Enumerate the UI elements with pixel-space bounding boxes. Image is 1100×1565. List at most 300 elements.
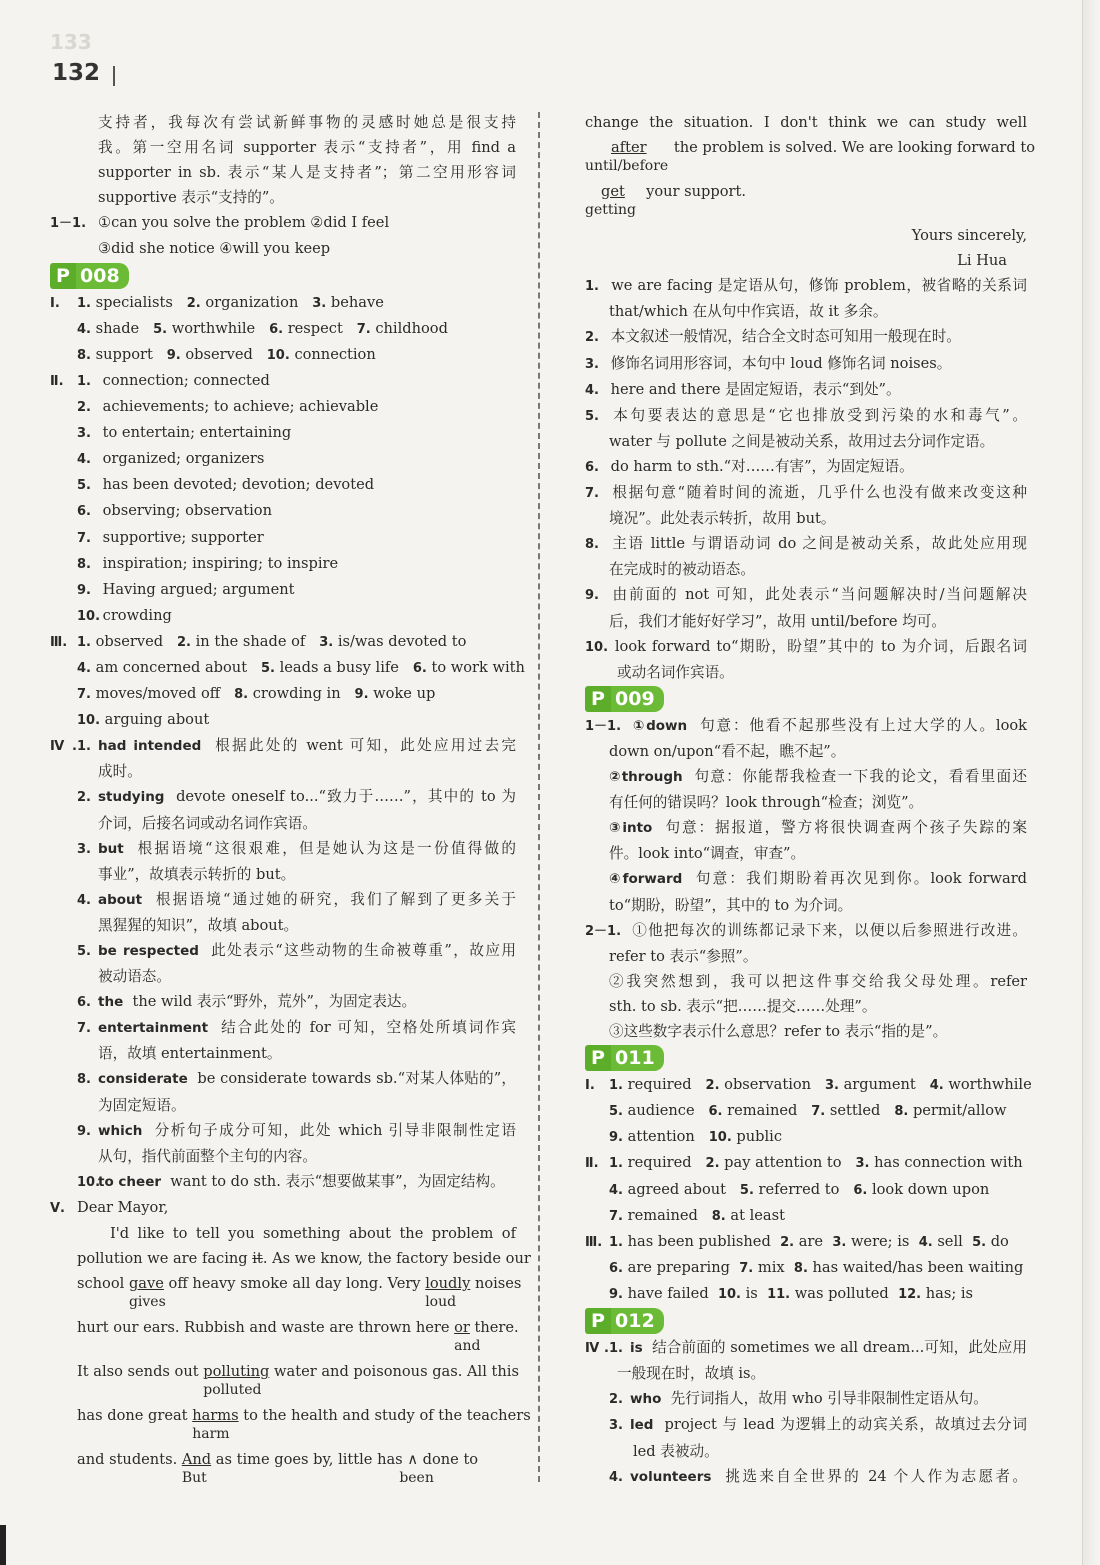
section-label: Ⅲ.	[50, 634, 68, 650]
p009-item: ③这些数字表示什么意思？refer to 表示“指的是”。	[609, 1023, 948, 1040]
section-2-item	[50, 603, 516, 629]
explanation: want to do sth. 表示“想要做某事”，为固定结构。	[170, 1172, 505, 1190]
item-number: 10.	[266, 347, 290, 363]
item-number: 1－1.	[50, 216, 87, 232]
r2-row	[585, 1150, 1027, 1176]
corrected-word: until/before	[585, 158, 669, 175]
item-number: 6.	[77, 995, 91, 1011]
note-item	[585, 273, 1027, 299]
answer-word: studying	[98, 789, 165, 806]
item-number: 1.	[77, 295, 91, 311]
correction	[585, 179, 637, 219]
original-word: polluting	[203, 1363, 270, 1381]
text: at least	[730, 1206, 785, 1224]
text: is	[745, 1284, 758, 1302]
text: 2.	[705, 1156, 720, 1172]
explanation-cont: 为固定短语。	[98, 1096, 186, 1114]
explanation: 根据语境“这很艰难，但是她认为这是一份值得做的	[137, 839, 517, 857]
answer-text: moves/moved off	[95, 685, 221, 703]
text: 挑选来自全世界的 24 个人作为志愿者。	[725, 1467, 1027, 1485]
page-number-divider	[113, 66, 115, 86]
p009-cont: 有任何的错误吗？look through“检查；浏览”。	[609, 794, 924, 812]
item-number: 1.	[77, 634, 91, 650]
item-number: 4.	[77, 452, 91, 468]
section-4-item	[50, 836, 516, 862]
note-item	[585, 634, 1027, 660]
explanation: 根据语境“通过她的研究，我们了解到了更多关于	[155, 890, 516, 908]
answer-text: support	[95, 345, 153, 363]
answer-word: led	[630, 1417, 654, 1434]
section-label: Ⅰ.	[585, 1078, 595, 1094]
text: as time goes by, little has	[215, 1451, 403, 1469]
p009-item	[585, 815, 1027, 841]
answer-text: organization	[205, 293, 299, 311]
corrected-word: and	[454, 1338, 481, 1355]
text: and students.	[77, 1451, 178, 1469]
text: permit/allow	[912, 1102, 1007, 1120]
original-word: gave	[128, 1275, 164, 1293]
p009-item	[585, 713, 1027, 739]
text: public	[736, 1128, 782, 1146]
p009-item	[585, 918, 1027, 944]
text: It also sends out	[77, 1363, 199, 1381]
text: we are facing 是定语从句，修饰 problem，被省略的关系词	[611, 277, 1028, 295]
section-2-item	[50, 420, 516, 446]
item-number: 3.	[319, 634, 334, 650]
correction	[128, 1271, 166, 1311]
text: 5.	[739, 1182, 754, 1198]
note-item	[585, 454, 1027, 480]
text: here and there 是固定短语，表示“到处”。	[610, 380, 901, 398]
answer-text: specialists	[95, 293, 173, 311]
text: 由前面的 not 可知，此处表示“当问题解决时/当问题解决	[612, 586, 1027, 604]
section-2-item	[50, 472, 516, 498]
section-3-row	[50, 681, 516, 707]
explanation: 根据此处的 went 可知，此处应用过去完	[215, 737, 517, 755]
item-number: 9.	[77, 582, 91, 598]
answer-word: considerate	[98, 1071, 188, 1088]
explanation: devote oneself to...“致力于……”，其中的 to 为	[176, 788, 516, 806]
text: school	[77, 1275, 125, 1293]
text: . As we know, the factory beside our	[262, 1250, 531, 1268]
note-cont: 后，我们才能好好学习”，故用 until/before 均可。	[609, 612, 946, 630]
text: have failed	[627, 1284, 709, 1302]
item-number: 9.	[354, 687, 369, 703]
answer-text: worthwhile	[171, 319, 256, 337]
item-number: 7.	[77, 530, 91, 546]
badge-number: 009	[611, 686, 664, 712]
section-2-item	[50, 394, 516, 420]
text: audience	[627, 1102, 695, 1120]
item-number: 7.	[585, 486, 599, 502]
original-word: harms	[192, 1407, 239, 1425]
text: 3.	[855, 1156, 870, 1172]
item-number: 2.	[186, 295, 201, 311]
section-1-row	[50, 290, 516, 316]
letter-line: change the situation. I don't think we can study well	[585, 114, 1027, 131]
p009-cont: refer to 表示“参照”。	[609, 947, 758, 965]
r4-cont: 一般现在时，故填 is。	[617, 1365, 766, 1383]
item-number: 2.	[77, 790, 91, 806]
section-4-item	[50, 887, 516, 913]
answer-text: observed	[95, 632, 164, 650]
text: attention	[627, 1128, 695, 1146]
note-cont: water 与 pollute 之间是被动关系，故用过去分词作定语。	[609, 432, 995, 450]
item-number: 9.	[77, 1123, 91, 1139]
letter-line	[585, 179, 1027, 223]
text: 6.	[708, 1104, 723, 1120]
item-number: 2.	[77, 400, 91, 416]
section-label: Ⅳ.	[50, 739, 77, 755]
text: pay attention to	[724, 1154, 842, 1172]
answer-text: ①can you solve the problem ②did I feel	[98, 214, 390, 232]
text: 2.	[705, 1078, 720, 1094]
text: were; is	[850, 1232, 910, 1250]
text: sell	[937, 1232, 963, 1250]
text: 4.	[609, 1469, 623, 1485]
text: 修饰名词用形容词，本句中 loud 修饰名词 noises。	[610, 354, 952, 372]
text: required	[627, 1154, 692, 1172]
p009-item	[585, 866, 1027, 892]
answer-text: connection; connected	[102, 371, 270, 389]
item-number: 4.	[77, 660, 91, 676]
text: 5.	[609, 1104, 623, 1120]
section-4-item	[50, 733, 516, 759]
text: worthwhile	[948, 1076, 1032, 1094]
item-number: 2－1.	[585, 923, 622, 939]
section-2-item	[50, 446, 516, 472]
answer-text: Having argued; argument	[102, 580, 295, 598]
correction	[203, 1359, 270, 1399]
answer-word: is	[630, 1340, 643, 1357]
item-number: 3.	[312, 295, 327, 311]
letter-closing: Yours sincerely,	[911, 227, 1027, 245]
text: are preparing	[627, 1258, 730, 1276]
original-word: or	[454, 1319, 470, 1337]
r2-row	[585, 1203, 1027, 1229]
item-number: 6.	[77, 504, 91, 520]
corrected-word: But	[181, 1470, 207, 1487]
page-badge-008	[50, 263, 129, 289]
letter-signature: Li Hua	[957, 252, 1007, 270]
text: 句意：你能帮我检查一下我的论文，看看里面还	[694, 768, 1028, 786]
r3-row	[585, 1229, 1027, 1255]
section-label: Ⅲ.	[585, 1234, 603, 1250]
item-number: 8.	[234, 687, 249, 703]
text: 1.	[609, 1341, 623, 1357]
text: argument	[843, 1076, 916, 1094]
explanation-cont: 黑猩猩的知识”，故填 about。	[98, 916, 299, 934]
text: your support.	[646, 183, 747, 201]
item-number: 3.	[77, 426, 91, 442]
text: 7.	[811, 1104, 826, 1120]
text: 2.	[609, 1392, 623, 1408]
section-label: Ⅰ.	[50, 295, 60, 311]
text: 7.	[739, 1260, 754, 1276]
text: are	[798, 1232, 824, 1250]
text: observation	[724, 1076, 812, 1094]
explanation: the wild 表示“野外，荒外”，为固定表达。	[132, 993, 417, 1011]
note-cont: that/which 在从句中作宾语，故 it 多余。	[609, 303, 888, 321]
text: water and poisonous gas. All this	[274, 1363, 519, 1381]
text: 2.	[780, 1234, 795, 1250]
section-label: Ⅱ.	[585, 1156, 599, 1172]
item-number: 4.	[585, 382, 599, 398]
r1-row	[585, 1098, 1027, 1124]
note-cont: 或动名词作宾语。	[617, 663, 734, 681]
answer-text: organized; organizers	[102, 450, 265, 468]
text: the problem is solved. We are looking forward to	[673, 139, 1036, 157]
text: 句意：他看不起那些没有上过大学的人。look	[700, 716, 1028, 734]
badge-number: 011	[611, 1045, 664, 1071]
item-number: 6.	[585, 459, 599, 475]
answer-word: but	[98, 840, 124, 857]
text: 12.	[898, 1286, 922, 1302]
explanation: 分析句子成分可知，此处 which 引导非限制性定语	[154, 1121, 516, 1139]
answer-text: inspiration; inspiring; to inspire	[102, 554, 339, 572]
badge-p: P	[585, 686, 611, 712]
item-number: 10.	[585, 639, 609, 655]
page-badge-009	[585, 686, 664, 712]
note-item	[585, 480, 1027, 506]
item-number: 7.	[77, 1021, 91, 1037]
text: has; is	[925, 1284, 974, 1302]
badge-number: 008	[76, 263, 129, 289]
text: settled	[829, 1102, 881, 1120]
binding-mark	[0, 1525, 6, 1565]
text: 句意：我们期盼着再次见到你。look forward	[695, 870, 1028, 888]
letter-line	[50, 1403, 531, 1447]
answer-text: is/was devoted to	[337, 632, 467, 650]
text: 6.	[853, 1182, 868, 1198]
intro-line: 支持者，我每次有尝试新鲜事物的灵感时她总是很支持	[98, 114, 516, 131]
answer-text: arguing about	[104, 711, 210, 729]
corrected-word: harm	[192, 1426, 230, 1443]
letter-line	[50, 1359, 519, 1403]
explanation: 结合此处的 for 可知，空格处所填词作宾	[221, 1019, 516, 1037]
item-number: 1.	[585, 279, 599, 295]
badge-p: P	[50, 263, 76, 289]
text: 5.	[972, 1234, 987, 1250]
answer-text: connection	[294, 345, 376, 363]
answer-word: ④forward	[609, 871, 683, 888]
explanation-cont: 成时。	[98, 763, 142, 781]
explanation: 此处表示“这些动物的生命被尊重”，故应用	[211, 942, 516, 959]
section-4-item	[50, 1169, 516, 1195]
note-item	[585, 403, 1027, 429]
text: 主语 little 与谓语动词 do 之间是被动关系，故此处应用现	[612, 535, 1028, 553]
item-number: 2.	[177, 634, 191, 650]
item-number: 6.	[269, 321, 284, 337]
right-column	[585, 110, 1036, 1490]
answer-word: had intended	[98, 738, 202, 755]
text: off heavy smoke all day long. Very	[168, 1275, 421, 1293]
text: 结合前面的 sometimes we all dream...可知，此处应用	[652, 1339, 1027, 1357]
text: has connection with	[874, 1154, 1023, 1172]
page-badge-011	[585, 1045, 664, 1071]
text: 8.	[711, 1208, 726, 1224]
section-3-row	[50, 655, 525, 681]
text: look forward to“期盼，盼望”其中的 to 为介词，后跟名词	[614, 637, 1027, 655]
answer-text: to work with	[431, 658, 525, 676]
answer-1-1	[50, 210, 516, 236]
item-number: 10.	[77, 713, 101, 729]
text: agreed about	[627, 1180, 726, 1198]
item-number: 2.	[585, 330, 599, 346]
r1-row	[585, 1124, 1027, 1150]
text: mix	[757, 1258, 785, 1276]
item-number: 10.	[77, 1174, 101, 1190]
item-number: 8.	[585, 537, 599, 553]
section-1-row	[50, 342, 516, 368]
item-number: 8.	[77, 347, 91, 363]
answer-text: leads a busy life	[279, 658, 399, 676]
answer-text: crowding	[102, 606, 172, 624]
badge-p: P	[585, 1045, 611, 1071]
note-item	[585, 351, 1027, 377]
correction	[454, 1315, 481, 1355]
text: has waited/has been waiting	[812, 1258, 1024, 1276]
item-number: 5.	[77, 944, 91, 959]
item-number: 3.	[585, 356, 599, 372]
item-number: 8.	[77, 1072, 91, 1088]
text: 10.	[708, 1130, 732, 1146]
r3-row	[585, 1281, 1027, 1307]
text: pollution we are facing	[77, 1250, 248, 1268]
answer-text: respect	[287, 319, 343, 337]
original-word: get	[601, 183, 625, 201]
answer-text: to entertain; entertaining	[102, 424, 292, 442]
text: 10.	[717, 1286, 741, 1302]
text: 4.	[609, 1182, 623, 1198]
answer-word: to cheer	[98, 1173, 162, 1190]
section-label: Ⅳ.	[585, 1341, 609, 1357]
text: has done great	[77, 1407, 188, 1425]
r4-item	[585, 1412, 1027, 1438]
text: remained	[627, 1206, 698, 1224]
explanation-cont: 语，故填 entertainment。	[98, 1045, 282, 1063]
note-item	[585, 377, 1027, 403]
answer-word: be respected	[98, 943, 199, 959]
item-number: 5.	[585, 408, 599, 424]
note-cont: 在完成时的被动语态。	[609, 561, 755, 579]
explanation: be considerate towards sb.“对某人体贴的”，	[197, 1070, 516, 1088]
intro-line: 我。第一空用名词 supporter 表示“支持者”，用 find a	[98, 139, 516, 157]
answer-text: shade	[95, 319, 140, 337]
section-2-item	[50, 525, 516, 551]
answer-text: has been devoted; devotion; devoted	[102, 476, 375, 494]
text: 6.	[609, 1260, 623, 1276]
section-1-row	[50, 316, 516, 342]
page-number: 132	[52, 60, 101, 86]
section-2-item	[50, 577, 516, 603]
salutation: Dear Mayor,	[77, 1198, 169, 1216]
text: 8.	[793, 1260, 808, 1276]
ghost-page-number: 133	[50, 30, 92, 54]
badge-number: 012	[611, 1308, 664, 1334]
note-cont: 境况”。此处表示转折，故用 but。	[609, 510, 836, 528]
answer-text: in the shade of	[195, 632, 306, 650]
section-3-row	[50, 707, 516, 733]
note-item	[585, 324, 1027, 350]
answer-word: ②through	[609, 769, 683, 786]
item-number: 9.	[166, 347, 181, 363]
explanation-cont: 从句，指代前面整个主句的内容。	[98, 1147, 317, 1165]
answer-text: observed	[185, 345, 253, 363]
r4-item	[585, 1335, 1027, 1361]
text: 8.	[894, 1104, 909, 1120]
inserted-word: been	[399, 1470, 434, 1487]
text: 1.	[609, 1234, 623, 1250]
section-4-item	[50, 784, 516, 810]
intro-line: supportive 表示“支持的”。	[98, 189, 284, 207]
text: done to	[422, 1451, 479, 1469]
r4-cont: led 表被动。	[633, 1442, 719, 1460]
letter-salutation	[50, 1195, 516, 1221]
item-number: 4.	[77, 321, 91, 337]
original-word: after	[611, 139, 647, 157]
item-number: 1.	[77, 373, 91, 389]
answer-word: volunteers	[630, 1468, 712, 1485]
text: 7.	[609, 1208, 623, 1224]
note-item	[585, 531, 1027, 557]
answer-text: observing; observation	[102, 502, 272, 520]
original-word: And	[181, 1451, 212, 1469]
answer-text: supportive; supporter	[102, 528, 264, 546]
corrected-word: polluted	[203, 1382, 262, 1399]
text: look down upon	[871, 1180, 990, 1198]
explanation-cont: 事业”，故填表示转折的 but。	[98, 865, 296, 883]
item-number: 1.	[77, 739, 91, 755]
text: ①他把每次的训练都记录下来，以便以后参照进行改进。	[631, 921, 1027, 939]
item-number: 5.	[77, 478, 91, 494]
text: required	[627, 1076, 692, 1094]
letter-line	[50, 1271, 522, 1315]
section-3-row	[50, 629, 516, 655]
letter-line	[50, 1315, 519, 1359]
insertion: ∧ been	[407, 1447, 418, 1472]
text: 3.	[824, 1078, 839, 1094]
section-2-item	[50, 368, 516, 394]
item-number: 5.	[153, 321, 168, 337]
text: referred to	[758, 1180, 840, 1198]
correction	[585, 135, 669, 175]
corrected-word: gives	[128, 1294, 166, 1311]
text: 9.	[609, 1130, 623, 1146]
text: to the health and study of the teachers	[243, 1407, 531, 1425]
text: 句意：据报道，警方将很快调查两个孩子失踪的案	[665, 819, 1027, 837]
text: 根据句意“随着时间的流逝，几乎什么也没有做来改变这种	[612, 484, 1028, 502]
page-edge	[1082, 0, 1100, 1565]
answer-word: entertainment	[98, 1020, 209, 1037]
answer-text: achievements; to achieve; achievable	[102, 398, 379, 416]
correction	[192, 1403, 239, 1443]
answer-text: behave	[330, 293, 384, 311]
item-number: 9.	[585, 588, 599, 604]
answer-text: crowding in	[252, 685, 341, 703]
answer-word: the	[98, 994, 124, 1011]
item-number: 7.	[356, 321, 371, 337]
answer-text: childhood	[375, 319, 448, 337]
r2-row	[585, 1177, 1027, 1203]
text: 3.	[609, 1418, 623, 1434]
section-4-item	[50, 1015, 516, 1041]
text: 本句要表达的意思是“它也排放受到污染的水和毒气”。	[613, 406, 1027, 424]
text: do harm to sth.“对……有害”，为固定短语。	[610, 457, 914, 475]
text: has been published	[627, 1232, 771, 1250]
p009-cont: sth. to sb. 表示“把……提交……处理”。	[609, 997, 877, 1015]
item-number: 3.	[77, 841, 91, 857]
